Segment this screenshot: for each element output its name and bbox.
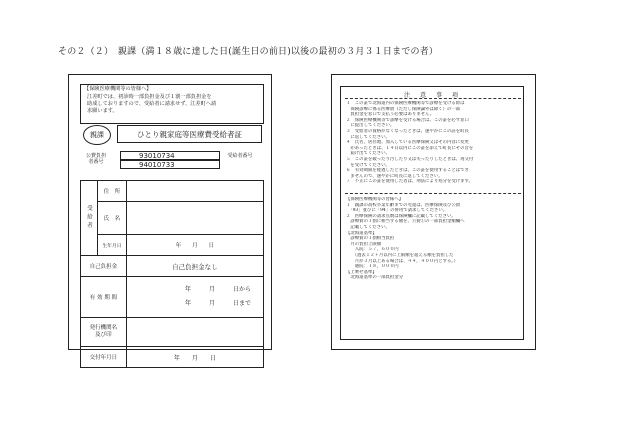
notes-divider	[345, 193, 521, 194]
birthdate-value: 年 月 日	[126, 235, 263, 256]
copay-value: 自己負担金なし	[126, 256, 263, 277]
payer-number-value: 93010734	[120, 151, 220, 160]
provider-notice-text	[87, 94, 257, 115]
payer-number-label: 公費負担者番号	[85, 153, 106, 165]
notes-line: 月の負担上限額	[346, 241, 382, 247]
certificate-title: ひとり親家庭等医療費受給者証	[117, 125, 262, 143]
recipient-section-label: 受給者	[81, 181, 98, 256]
notes-divider	[345, 98, 521, 99]
notes-line: ５ この証を破ったり汚したり又は失ったりしたときは、再交付	[346, 157, 474, 162]
notes-line: 【上乗せ基準】	[346, 269, 377, 275]
name-value	[126, 202, 263, 235]
notes-line: 月が３月以上ある場合は、４４，４００円とする。）	[346, 258, 458, 264]
provider-notice-box	[80, 84, 264, 124]
validity-value	[126, 277, 263, 318]
notes-box	[340, 86, 524, 340]
notes-line: ませんので、速やかに町長に返してください。	[346, 173, 443, 179]
notes-line: を受けてください。	[346, 162, 390, 168]
table-row	[81, 202, 264, 235]
validity-from: 年 月 日から	[184, 286, 251, 293]
provider-notice-line: 助成しておりますので、受給者に請求せず、江差町へ請	[87, 101, 217, 107]
number-row	[80, 149, 264, 175]
notes-line: に提出してください。	[346, 123, 395, 129]
certificate-table	[80, 180, 264, 368]
notes-line: ４ 氏名、居住地、加入している医療保険又はその内容に変更	[346, 140, 469, 146]
notes-title: 注 意 事 項	[403, 92, 460, 99]
notes-line: ３ 受給者の資格がなくなったときは、速やかにこの証を町長	[346, 129, 469, 134]
birthdate-label: 生年月日	[98, 235, 127, 256]
notes-line: に返してください。	[346, 134, 390, 140]
notes-line: 【保険医療機関等の皆様へ】	[346, 197, 404, 202]
validity-to: 年 月 日まで	[184, 300, 251, 307]
issue-date-value: 年 月 日	[126, 347, 263, 368]
table-row	[81, 181, 264, 202]
category-stamp: 親課	[83, 125, 111, 145]
notes-line: 記載してください。	[346, 225, 390, 230]
name-label: 氏 名	[98, 202, 127, 235]
recipient-number-label: 受給者番号	[227, 153, 253, 159]
notes-line: 入院：５７，６００円	[346, 247, 399, 253]
table-row	[81, 235, 264, 256]
table-row	[81, 256, 264, 277]
recipient-number-value: 94010733	[120, 160, 220, 169]
table-row	[81, 347, 264, 368]
page-heading: その２（２） 親課（満１８歳に達した日(誕生日の前日)以後の最初の３月３１日までの者）	[58, 47, 439, 57]
notes-line: ６ 有効期限を経過したときは、この証を使用することはでき	[346, 168, 469, 174]
notes-line: 通院：１８，０００円	[346, 264, 399, 270]
notes-line: 「93」並びに「94」の併用で請求してください。	[346, 208, 448, 214]
address-value	[126, 181, 263, 202]
provider-notice-line: 江差町では、初診時一部負担金及び１割一部負担金を	[87, 94, 212, 100]
notes-line: ２ 保険医療機関等で診療を受ける場合は、この証を必ず窓口	[346, 117, 469, 123]
table-row	[81, 318, 264, 347]
provider-notice-line: 求願います。	[87, 108, 118, 114]
issuer-label: 発行機関名及び印	[81, 318, 127, 347]
notes-line: 診療費の１割に相当する額を、公費①の一部負担金額欄へ	[346, 219, 465, 225]
notes-line: があったときは、１４日以内にこの証を添えて町長にその旨を	[346, 145, 474, 151]
address-label: 住 所	[98, 181, 127, 202]
notes-line: （過去１２ヶ月以内に上限額を超える額を負担した	[346, 253, 454, 258]
copay-label: 自己負担金	[81, 256, 127, 277]
notes-line: ７ 不正にこの証を使用した者は、刑法により処分を受けます。	[346, 179, 473, 185]
notes-line: 保険診療に係る医療費（ただし保険論外は除く）の一部	[346, 106, 461, 112]
validity-label: 有 効 期 間	[81, 277, 127, 318]
issuer-value	[126, 318, 263, 347]
table-row	[81, 277, 264, 318]
notes-line: 北海道基準の一部負担金分	[346, 275, 404, 281]
notes-line: 負担金を窓口で支払う必要はありません。	[346, 112, 435, 118]
certificate-header	[80, 124, 264, 146]
provider-notice-title: 【保険医療機関等の皆様へ】	[84, 86, 152, 92]
notes-line: １ 親課の高校卒業年齢までの児童は、医療保険及び公費	[346, 202, 461, 208]
issue-date-label: 交付年月日	[81, 347, 127, 368]
notes-line: １ この証で北海道内の保険医療機関等で診療を受ける際は	[346, 101, 465, 106]
notes-line: 届け出てください。	[346, 151, 390, 157]
notes-line: ２ 医療保険の請求点数は保険欄に記載してください。	[346, 213, 456, 219]
notes-line: 【北海道基準】	[346, 230, 377, 236]
notes-line: 診療費の１割相当負担	[346, 236, 395, 242]
